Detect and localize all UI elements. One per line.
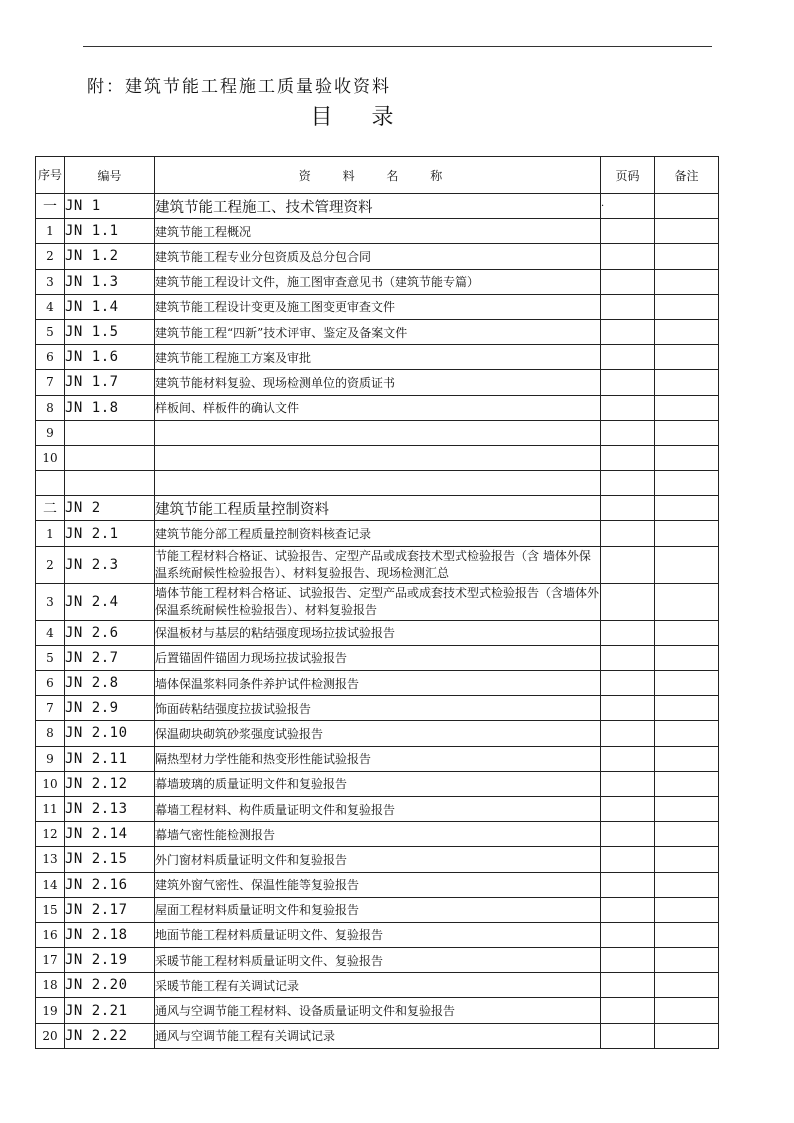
row-name: 保温砌块砌筑砂浆强度试验报告 [155,721,601,746]
row-page [601,872,655,897]
row-page [601,771,655,796]
row-page [601,998,655,1023]
row-index: 3 [36,269,65,294]
row-index: 6 [36,345,65,370]
row-note [655,721,719,746]
row-note [655,671,719,696]
row-name: 建筑节能工程施工方案及审批 [155,345,601,370]
row-name: 采暖节能工程材料质量证明文件、复验报告 [155,948,601,973]
row-code: JN 1.3 [65,269,155,294]
row-index: 5 [36,319,65,344]
table-row [36,370,719,395]
row-name [155,471,601,496]
row-index: 19 [36,998,65,1023]
row-page [601,370,655,395]
row-note [655,746,719,771]
row-page [601,420,655,445]
row-page [601,445,655,470]
table-row [36,620,719,645]
row-code: JN 2.17 [65,897,155,922]
row-note [655,847,719,872]
row-index: 10 [36,771,65,796]
row-page [601,345,655,370]
row-index: 3 [36,583,65,620]
row-page [601,645,655,670]
section-row [36,496,719,521]
table-row [36,847,719,872]
row-index: 9 [36,746,65,771]
row-index: 20 [36,1023,65,1048]
table-row [36,948,719,973]
contents-table [35,156,719,1049]
table-row [36,822,719,847]
row-name: 地面节能工程材料质量证明文件、复验报告 [155,922,601,947]
row-page [601,583,655,620]
row-code: JN 2.10 [65,721,155,746]
row-name: 建筑节能工程设计文件，施工图审查意见书（建筑节能专篇） [155,269,601,294]
row-note [655,244,719,269]
row-code: JN 2.16 [65,872,155,897]
row-code: JN 2.19 [65,948,155,973]
row-index: 4 [36,620,65,645]
row-note [655,345,719,370]
row-code: JN 1.1 [65,219,155,244]
row-name: 后置锚固件锚固力现场拉拔试验报告 [155,645,601,670]
section-code: JN 1 [65,194,155,219]
row-page [601,395,655,420]
row-code: JN 2.8 [65,671,155,696]
header-page: 页码 [601,157,655,194]
row-note [655,471,719,496]
row-index: 2 [36,546,65,583]
section-index: 二 [36,496,65,521]
row-name: 建筑外窗气密性、保温性能等复验报告 [155,872,601,897]
header-code: 编号 [65,157,155,194]
row-index: 8 [36,395,65,420]
section-row [36,194,719,219]
table-row [36,897,719,922]
row-note [655,973,719,998]
row-name: 建筑节能工程概况 [155,219,601,244]
table-row [36,746,719,771]
table-row [36,269,719,294]
header-index: 序号 [36,157,65,194]
row-note [655,445,719,470]
row-index: 12 [36,822,65,847]
row-page [601,671,655,696]
row-note [655,269,719,294]
row-name: 建筑节能工程“四新”技术评审、鉴定及备案文件 [155,319,601,344]
row-name: 通风与空调节能工程材料、设备质量证明文件和复验报告 [155,998,601,1023]
row-code: JN 2.18 [65,922,155,947]
row-code: JN 2.12 [65,771,155,796]
row-page [601,244,655,269]
row-note [655,922,719,947]
row-code: JN 1.2 [65,244,155,269]
row-page [601,948,655,973]
row-index: 8 [36,721,65,746]
header-note: 备注 [655,157,719,194]
row-code: JN 2.6 [65,620,155,645]
row-code: JN 2.11 [65,746,155,771]
row-code [65,471,155,496]
row-code: JN 2.4 [65,583,155,620]
table-row [36,294,719,319]
row-name: 墙体保温浆料同条件养护试件检测报告 [155,671,601,696]
row-index: 13 [36,847,65,872]
row-index: 10 [36,445,65,470]
row-index: 5 [36,645,65,670]
table-row [36,445,719,470]
table-row [36,546,719,583]
row-code: JN 1.7 [65,370,155,395]
row-page [601,721,655,746]
row-code: JN 2.22 [65,1023,155,1048]
row-name: 建筑节能工程设计变更及施工图变更审查文件 [155,294,601,319]
row-index: 9 [36,420,65,445]
table-row [36,1023,719,1048]
row-page [601,521,655,546]
row-note [655,583,719,620]
row-page [601,319,655,344]
table-row [36,395,719,420]
table-row [36,244,719,269]
section-title: 建筑节能工程施工、技术管理资料 [155,194,601,219]
section-page [601,496,655,521]
row-name: 屋面工程材料质量证明文件和复验报告 [155,897,601,922]
row-code: JN 2.21 [65,998,155,1023]
row-name: 样板间、样板件的确认文件 [155,395,601,420]
table-row [36,922,719,947]
row-name [155,420,601,445]
table-row [36,998,719,1023]
row-code: JN 1.4 [65,294,155,319]
row-index: 2 [36,244,65,269]
row-page [601,219,655,244]
row-note [655,822,719,847]
row-note [655,897,719,922]
row-note [655,696,719,721]
row-name: 幕墙工程材料、构件质量证明文件和复验报告 [155,796,601,821]
row-name: 通风与空调节能工程有关调试记录 [155,1023,601,1048]
section-note [655,496,719,521]
row-note [655,546,719,583]
row-code: JN 2.20 [65,973,155,998]
row-page [601,471,655,496]
row-index: 11 [36,796,65,821]
row-note [655,521,719,546]
row-code: JN 2.9 [65,696,155,721]
table-row [36,721,719,746]
row-name: 幕墙气密性能检测报告 [155,822,601,847]
row-code: JN 1.5 [65,319,155,344]
section-index: 一 [36,194,65,219]
table-row [36,771,719,796]
row-index: 16 [36,922,65,947]
row-code: JN 2.14 [65,822,155,847]
row-page [601,546,655,583]
row-code [65,420,155,445]
row-name: 饰面砖粘结强度拉拔试验报告 [155,696,601,721]
section-title: 建筑节能工程质量控制资料 [155,496,601,521]
table-header-row [36,157,719,194]
row-name: 建筑节能材料复验、现场检测单位的资质证书 [155,370,601,395]
table-row [36,219,719,244]
row-name: 建筑节能工程专业分包资质及总分包合同 [155,244,601,269]
row-note [655,370,719,395]
table-row [36,420,719,445]
row-index: 6 [36,671,65,696]
section-code: JN 2 [65,496,155,521]
row-page [601,1023,655,1048]
row-code: JN 2.7 [65,645,155,670]
row-index: 1 [36,521,65,546]
row-note [655,395,719,420]
row-name: 采暖节能工程有关调试记录 [155,973,601,998]
row-name: 保温板材与基层的粘结强度现场拉拔试验报告 [155,620,601,645]
row-note [655,872,719,897]
row-page [601,822,655,847]
row-index: 15 [36,897,65,922]
row-page [601,847,655,872]
row-page [601,897,655,922]
section-note [655,194,719,219]
row-page [601,294,655,319]
table-row [36,796,719,821]
row-note [655,771,719,796]
row-index: 14 [36,872,65,897]
row-index: 17 [36,948,65,973]
row-name: 外门窗材料质量证明文件和复验报告 [155,847,601,872]
section-page: · [601,194,655,219]
row-name: 隔热型材力学性能和热变形性能试验报告 [155,746,601,771]
row-code [65,445,155,470]
row-name: 建筑节能分部工程质量控制资料核查记录 [155,521,601,546]
table-row [36,521,719,546]
row-page [601,922,655,947]
document-subtitle: 附：建筑节能工程施工质量验收资料 [87,77,391,97]
row-code: JN 2.13 [65,796,155,821]
row-note [655,620,719,645]
table-row [36,696,719,721]
row-page [601,269,655,294]
row-code: JN 1.8 [65,395,155,420]
row-index [36,471,65,496]
row-code: JN 2.1 [65,521,155,546]
row-index: 4 [36,294,65,319]
row-index: 7 [36,696,65,721]
table-row [36,471,719,496]
row-note [655,645,719,670]
row-note [655,998,719,1023]
row-note [655,1023,719,1048]
table-row [36,345,719,370]
row-page [601,796,655,821]
row-code: JN 2.15 [65,847,155,872]
page-title: 目 录 [310,105,410,130]
row-code: JN 1.6 [65,345,155,370]
table-row [36,671,719,696]
row-name [155,445,601,470]
row-note [655,319,719,344]
row-note [655,420,719,445]
row-note [655,294,719,319]
row-page [601,620,655,645]
row-page [601,746,655,771]
row-index: 18 [36,973,65,998]
row-note [655,948,719,973]
table-row [36,973,719,998]
row-index: 1 [36,219,65,244]
table-row [36,583,719,620]
header-name: 资 料 名 称 [155,157,601,194]
row-name: 墙体节能工程材料合格证、试验报告、定型产品或成套技术型式检验报告（含墙体外保温系统耐候性检验报告）、材料复验报告 [155,583,601,620]
row-name: 节能工程材料合格证、试验报告、定型产品或成套技术型式检验报告（含 墙体外保温系统耐候性检验报告）、材料复验报告、现场检测汇总 [155,546,601,583]
row-note [655,796,719,821]
row-page [601,973,655,998]
row-page [601,696,655,721]
header-rule [83,46,712,47]
table-row [36,645,719,670]
table-row [36,319,719,344]
table-row [36,872,719,897]
row-code: JN 2.3 [65,546,155,583]
row-name: 幕墙玻璃的质量证明文件和复验报告 [155,771,601,796]
row-note [655,219,719,244]
row-index: 7 [36,370,65,395]
